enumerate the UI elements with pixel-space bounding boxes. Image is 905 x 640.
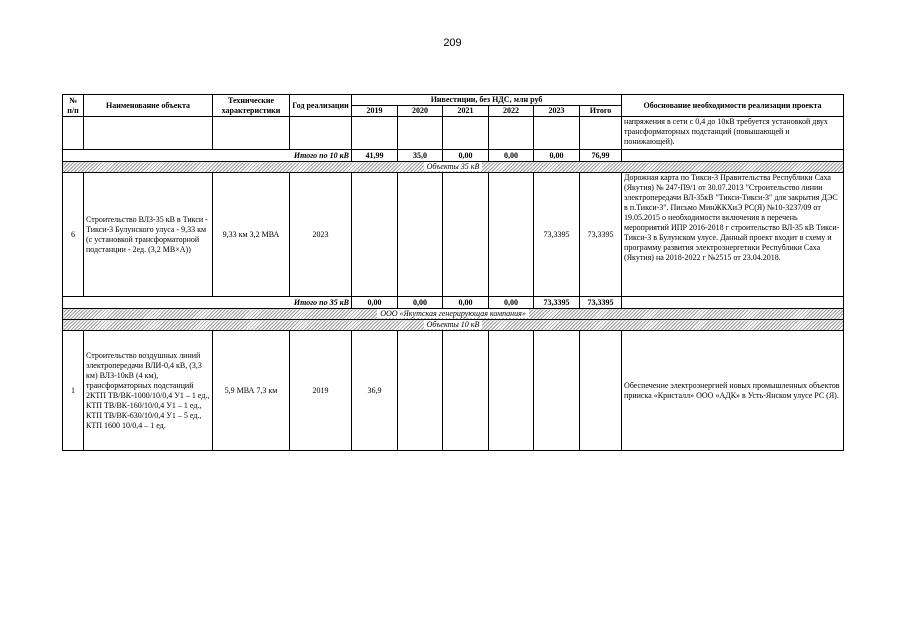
total-35kv-2023: 73,3395 bbox=[534, 297, 580, 309]
continuation-justification: напряжения в сети с 0,4 до 10кВ требуется установкой двух трансформаторных подстанций (повышающей и понижающей). bbox=[622, 117, 844, 150]
row-6-tech: 9,33 км 3,2 МВА bbox=[213, 173, 290, 297]
row-1-num: 1 bbox=[63, 331, 84, 451]
row-6-name: Строительство ВЛЗ-35 кВ в Тикси - Тикси-3 Булунского улуса - 9,33 км (с установкой трансформаторной подстанции - 2ед. (3,2 МВ×А)) bbox=[84, 173, 213, 297]
row-6-2021 bbox=[443, 173, 489, 297]
header-year-2021: 2021 bbox=[443, 106, 489, 117]
total-35kv-sum: 73,3395 bbox=[580, 297, 622, 309]
row-1-name: Строительство воздушных линий электропередачи ВЛИ-0,4 кВ, (3,3 км) ВЛЗ-10кВ (4 км), трансформаторных подстанций 2КТП ТВ/ВК-1000/10/0,4 У1 – 1 ед., КТП ТВ/ВК-160/10/0,4 У1 – 1 ед., КТП ТВ/ВК-630/10/0,4 У1 – 5 ед., КТП 1600 10/0,4 – 1 ед. bbox=[84, 331, 213, 451]
header-year-2019: 2019 bbox=[352, 106, 398, 117]
table-row bbox=[63, 331, 844, 451]
section-10kv-title: Объекты 10 кВ bbox=[424, 320, 483, 329]
header-num: № п/п bbox=[63, 95, 84, 117]
row-6-justification: Дорожная карта по Тикси-3 Правительства Республики Саха (Якутия) № 247-П9/1 от 30.07.2013 "Строительство линии электропередачи ВЛ-35кВ "Тикси-Тикси-3" для закрытия ДЭС в п.Тикси-3". Письмо МинЖКХиЭ РС(Я) №10-3237/09 от 19.05.2015 о необходимости включения в перечень мероприятий ИПР 2016-2018 г строительство ВЛ-35 кВ Тикси-Тикси-3 в Булунском улусе. Данный проект входит в схему и программу развития электроэнергетики Республики Саха (Якутия) на 2018-2022 г №2515 от 23.04.2018. bbox=[622, 173, 844, 297]
total-10kv-2019: 41,99 bbox=[352, 150, 398, 162]
header-tech: Технические характеристики bbox=[213, 95, 290, 117]
total-35kv-2020: 0,00 bbox=[398, 297, 443, 309]
header-year: Год реализации bbox=[290, 95, 352, 117]
total-35kv-2021: 0,00 bbox=[443, 297, 489, 309]
row-1-2021 bbox=[443, 331, 489, 451]
total-10kv-2021: 0,00 bbox=[443, 150, 489, 162]
header-invest: Инвестиции, без НДС, млн руб bbox=[352, 95, 622, 106]
row-1-2020 bbox=[398, 331, 443, 451]
section-band-35kv bbox=[63, 162, 844, 173]
row-1-year: 2019 bbox=[290, 331, 352, 451]
total-10kv-2022: 0,00 bbox=[489, 150, 534, 162]
row-6-2019 bbox=[352, 173, 398, 297]
total-10kv-2023: 0,00 bbox=[534, 150, 580, 162]
row-1-2019: 36,9 bbox=[352, 331, 398, 451]
section-band-10kv bbox=[63, 320, 844, 331]
row-1-justification: Обеспечение электроэнергией новых промышленных объектов прииска «Кристалл» ООО «АДК» в Усть-Янском улусе РС (Я). bbox=[622, 331, 844, 451]
row-6-2022 bbox=[489, 173, 534, 297]
total-10kv-label: Итого по 10 кВ bbox=[63, 150, 352, 162]
total-10kv-sum: 76,99 bbox=[580, 150, 622, 162]
total-35kv-2022: 0,00 bbox=[489, 297, 534, 309]
row-1-2023 bbox=[534, 331, 580, 451]
investment-table bbox=[62, 94, 844, 451]
row-6-num: 6 bbox=[63, 173, 84, 297]
section-band-company bbox=[63, 309, 844, 320]
row-1-2022 bbox=[489, 331, 534, 451]
header-total: Итого bbox=[580, 106, 622, 117]
table-row bbox=[63, 173, 844, 297]
section-company-title: ООО «Якутская генерирующая компания» bbox=[377, 309, 529, 318]
row-1-total bbox=[580, 331, 622, 451]
header-year-2022: 2022 bbox=[489, 106, 534, 117]
total-35kv-2019: 0,00 bbox=[352, 297, 398, 309]
row-6-2020 bbox=[398, 173, 443, 297]
header-year-2023: 2023 bbox=[534, 106, 580, 117]
page-number: 209 bbox=[443, 37, 462, 49]
row-6-total: 73,3395 bbox=[580, 173, 622, 297]
continuation-row bbox=[63, 117, 844, 150]
header-justification: Обоснование необходимости реализации проекта bbox=[622, 95, 844, 117]
total-row-35kv bbox=[63, 297, 844, 309]
total-10kv-2020: 35,0 bbox=[398, 150, 443, 162]
row-6-2023: 73,3395 bbox=[534, 173, 580, 297]
total-row-10kv bbox=[63, 150, 844, 162]
total-35kv-label: Итого по 35 кВ bbox=[63, 297, 352, 309]
row-6-year: 2023 bbox=[290, 173, 352, 297]
header-name: Наименование объекта bbox=[84, 95, 213, 117]
row-1-tech: 5,9 МВА 7,3 км bbox=[213, 331, 290, 451]
section-35kv-title: Объекты 35 кВ bbox=[424, 162, 483, 171]
header-year-2020: 2020 bbox=[398, 106, 443, 117]
